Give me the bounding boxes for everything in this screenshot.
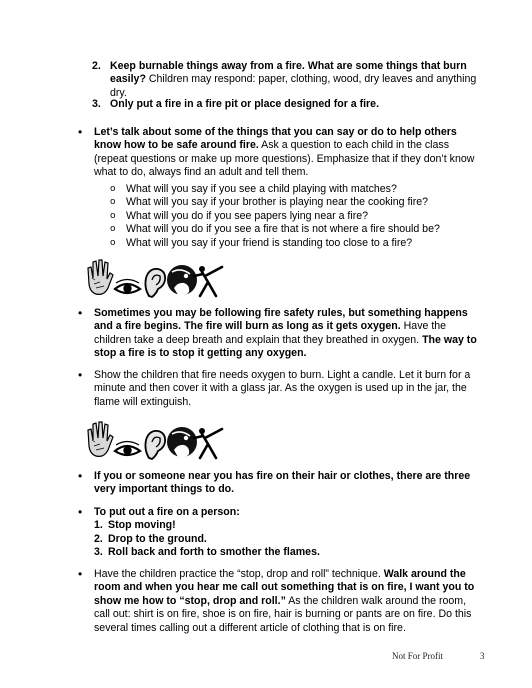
step-item	[94, 519, 480, 532]
question-text: What will you do if you see a fire that is not where a fire should be?	[126, 223, 440, 236]
bullet-bold-text-2: The way to stop a fire is to stop it getting any oxygen.	[94, 333, 477, 360]
question-list	[110, 183, 490, 250]
question-item	[110, 237, 490, 250]
senses-icon-row	[86, 258, 226, 300]
question-text: What will you say if your friend is standing too close to a fire?	[126, 236, 413, 249]
bullet-bold-text: Walk around the room and when you hear me call out something that is on fire, I want you to show me how to “stop, drop and roll.”	[94, 568, 475, 607]
page-number: 3	[480, 651, 485, 661]
bullet-text: Ask a question to each child in the class (repeat questions or make up more questions). Emphasize that if they don’t know what to do, always find an adult and tell them.	[94, 139, 475, 179]
bullet-mark: •	[78, 469, 83, 483]
bullet-mark: •	[78, 368, 83, 382]
bullet-practice	[78, 568, 480, 635]
step-number: 2.	[94, 532, 103, 545]
bullet-put-out	[78, 506, 480, 560]
steps-title: To put out a fire on a person:	[94, 506, 240, 518]
bullet-mark: •	[78, 505, 83, 519]
item-text: Children may respond: paper, clothing, wood, dry leaves and anything dry.	[110, 73, 477, 99]
bullet-text: Have the children take a deep breath and explain that they breathed in oxygen.	[94, 320, 447, 346]
circle-bullet-icon: o	[110, 237, 116, 248]
question-text: What will you do if you see papers lying near a fire?	[126, 209, 369, 222]
eye-icon	[115, 280, 140, 294]
numbered-item-2	[92, 60, 478, 100]
hand-icon	[88, 422, 113, 456]
numbered-item-3	[92, 98, 478, 111]
circle-bullet-icon: o	[110, 197, 116, 208]
bullet-bold-text: Let’s talk about some of the things that you can say or do to help others know how to be safe around fire.	[94, 126, 457, 152]
step-item	[94, 533, 480, 546]
bullet-bold-text: Sometimes you may be following fire safety rules, but something happens and a fire begins. The fire will burn as long as it gets oxygen.	[94, 307, 468, 333]
ear-icon	[145, 269, 165, 297]
step-text: Stop moving!	[108, 519, 176, 532]
question-text: What will you say if you see a child playing with matches?	[126, 183, 397, 195]
step-item	[94, 546, 480, 559]
bullet-text-end: As the children walk around the room, call out: shirt is on fire, shoe is on fire, hair is burning or pants are on fire. Do this several times calling out a different article of clothing that is on fire.	[94, 594, 472, 634]
hand-icon	[88, 260, 113, 294]
bullet-text: Have the children practice the “stop, drop and roll” technique.	[94, 568, 384, 580]
bullet-bold-text: If you or someone near you has fire on their hair or clothes, there are three very important things to do.	[94, 470, 471, 496]
bullet-talk	[78, 126, 480, 180]
bullet-mark: •	[78, 567, 83, 581]
step-text: Drop to the ground.	[108, 532, 207, 545]
ear-icon	[145, 431, 165, 459]
stretching-figure-icon	[194, 266, 222, 296]
question-text: What will you say if your brother is playing near the cooking fire?	[126, 196, 429, 209]
question-item	[110, 196, 490, 209]
bullet-text: Show the children that fire needs oxygen to burn. Light a candle. Let it burn for a minute and then cover it with a glass jar. As the oxygen is used up in the jar, the flame will extinguish.	[94, 369, 471, 408]
bullet-hair	[78, 470, 480, 497]
circle-bullet-icon: o	[110, 210, 116, 221]
circle-bullet-icon: o	[110, 184, 116, 194]
question-item	[110, 183, 490, 196]
bullet-mark: •	[78, 125, 83, 139]
bullet-mark: •	[78, 306, 83, 320]
question-item	[110, 223, 490, 236]
stretching-figure-icon	[194, 428, 222, 458]
bullet-oxygen	[78, 307, 480, 361]
question-item	[110, 210, 490, 223]
step-text: Roll back and forth to smother the flames.	[108, 546, 320, 559]
bullet-candle	[78, 369, 480, 409]
head-icon	[167, 265, 197, 296]
footer-text: Not For Profit	[392, 651, 444, 661]
eye-icon	[115, 442, 140, 456]
item-number: 2.	[92, 60, 101, 72]
item-bold-text: Only put a fire in a fire pit or place designed for a fire.	[110, 98, 380, 110]
head-icon	[167, 427, 197, 458]
circle-bullet-icon: o	[110, 224, 116, 235]
step-number: 1.	[94, 519, 103, 532]
item-bold-text: Keep burnable things away from a fire. What are some things that burn easily?	[110, 60, 467, 86]
step-number: 3.	[94, 546, 103, 559]
item-number: 3.	[92, 98, 101, 110]
senses-icon-row-2	[86, 420, 226, 462]
